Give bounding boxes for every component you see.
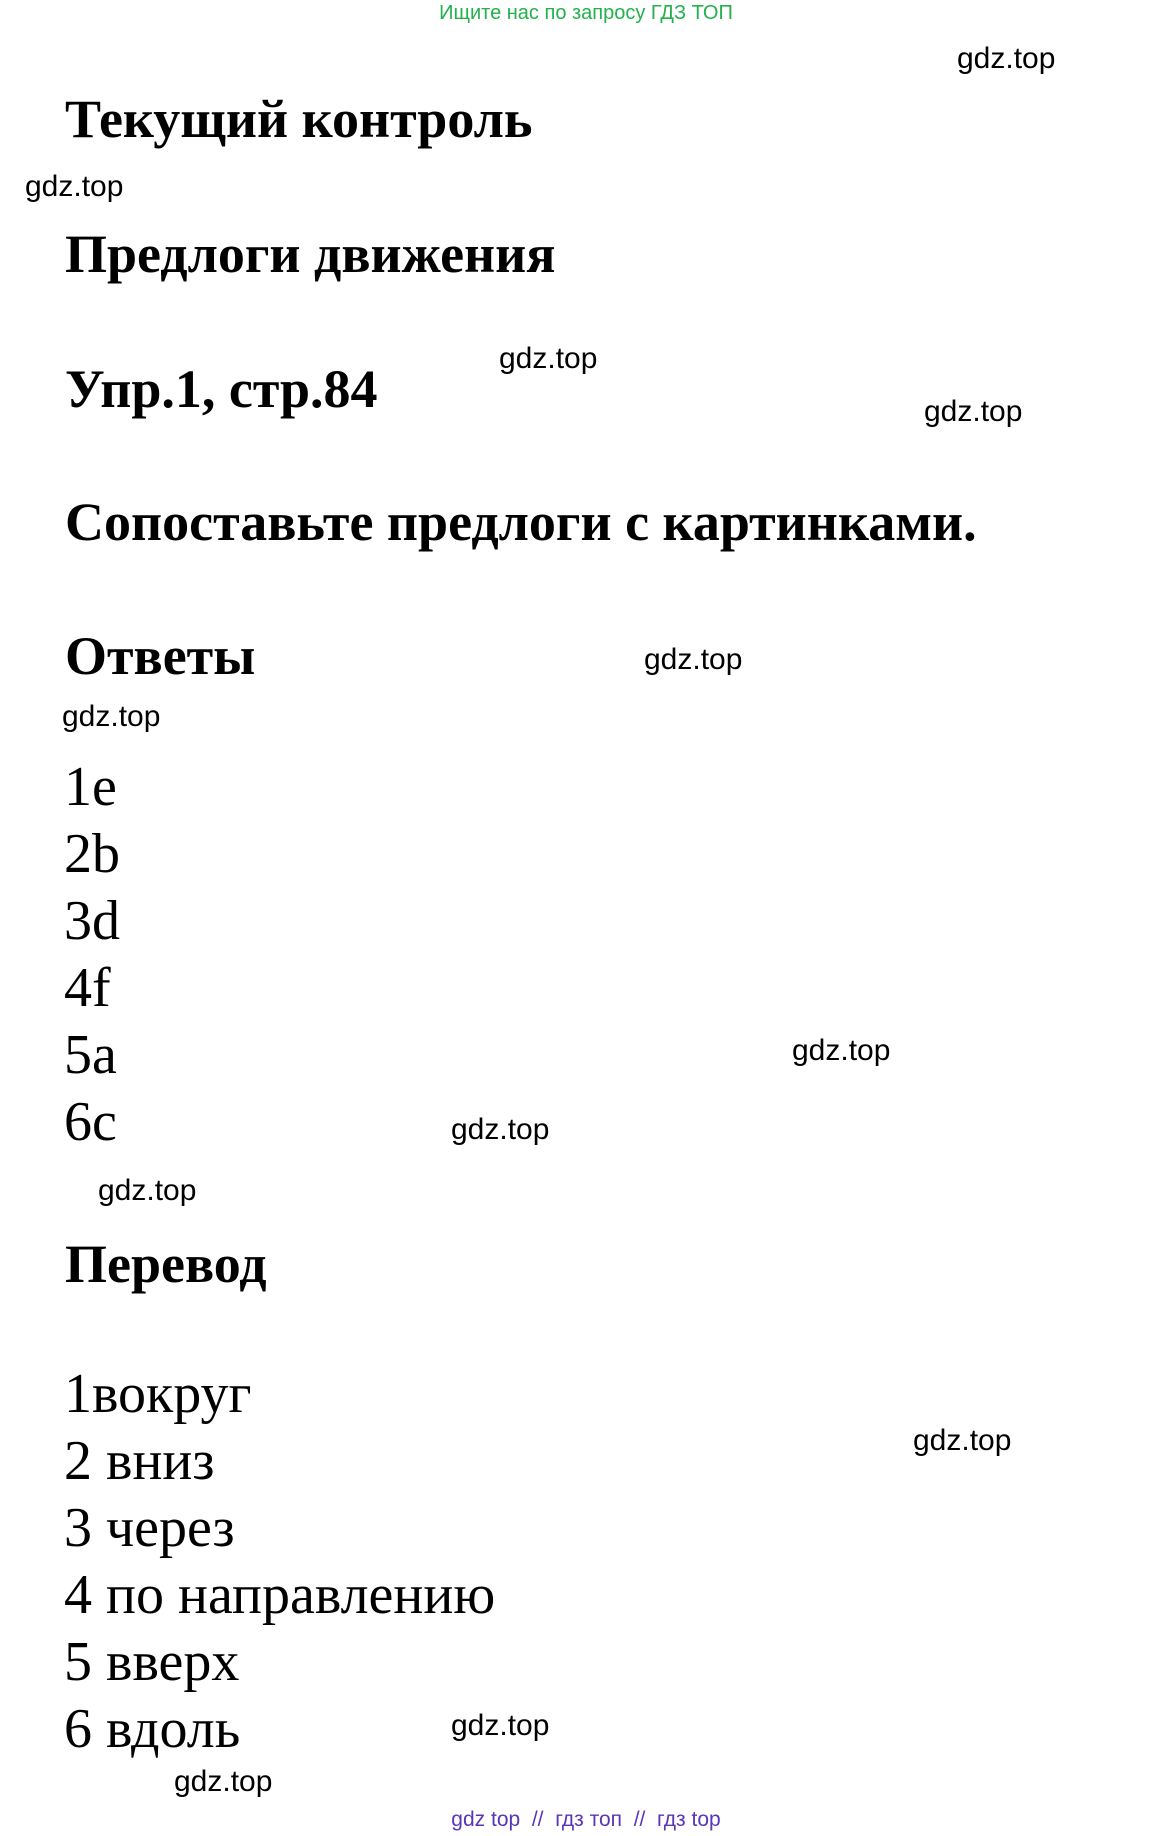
translation-item: 6 вдоль: [64, 1698, 241, 1760]
answer-item: 6c: [64, 1091, 117, 1153]
answer-item: 1e: [64, 756, 117, 818]
answer-item: 3d: [64, 890, 120, 952]
watermark: gdz.top: [62, 700, 161, 733]
watermark: gdz.top: [924, 395, 1023, 428]
top-banner: Ищите нас по запросу ГДЗ ТОП: [439, 2, 733, 24]
watermark: gdz.top: [451, 1709, 550, 1742]
task-heading: Сопоставьте предлоги с картинками.: [65, 492, 977, 552]
answer-item: 4f: [64, 957, 111, 1019]
page-title: Текущий контроль: [65, 89, 533, 149]
watermark: gdz.top: [957, 42, 1056, 75]
answer-item: 2b: [64, 823, 120, 885]
watermark: gdz.top: [98, 1174, 197, 1207]
exercise-heading: Упр.1, стр.84: [65, 359, 378, 419]
translation-heading: Перевод: [65, 1234, 267, 1294]
answers-heading: Ответы: [65, 626, 256, 686]
topic-heading: Предлоги движения: [65, 224, 556, 284]
watermark: gdz.top: [644, 643, 743, 676]
translation-item: 3 через: [64, 1497, 235, 1559]
watermark: gdz.top: [451, 1113, 550, 1146]
watermark: gdz.top: [913, 1424, 1012, 1457]
watermark: gdz.top: [174, 1765, 273, 1798]
footer-watermark: gdz top // гдз топ // гдз top: [451, 1808, 721, 1831]
watermark: gdz.top: [499, 342, 598, 375]
watermark: gdz.top: [25, 170, 124, 203]
watermark: gdz.top: [792, 1034, 891, 1067]
answer-item: 5a: [64, 1024, 117, 1086]
translation-item: 5 вверх: [64, 1631, 240, 1693]
translation-item: 2 вниз: [64, 1430, 215, 1492]
translation-item: 1вокруг: [64, 1363, 252, 1425]
translation-item: 4 по направлению: [64, 1564, 496, 1626]
